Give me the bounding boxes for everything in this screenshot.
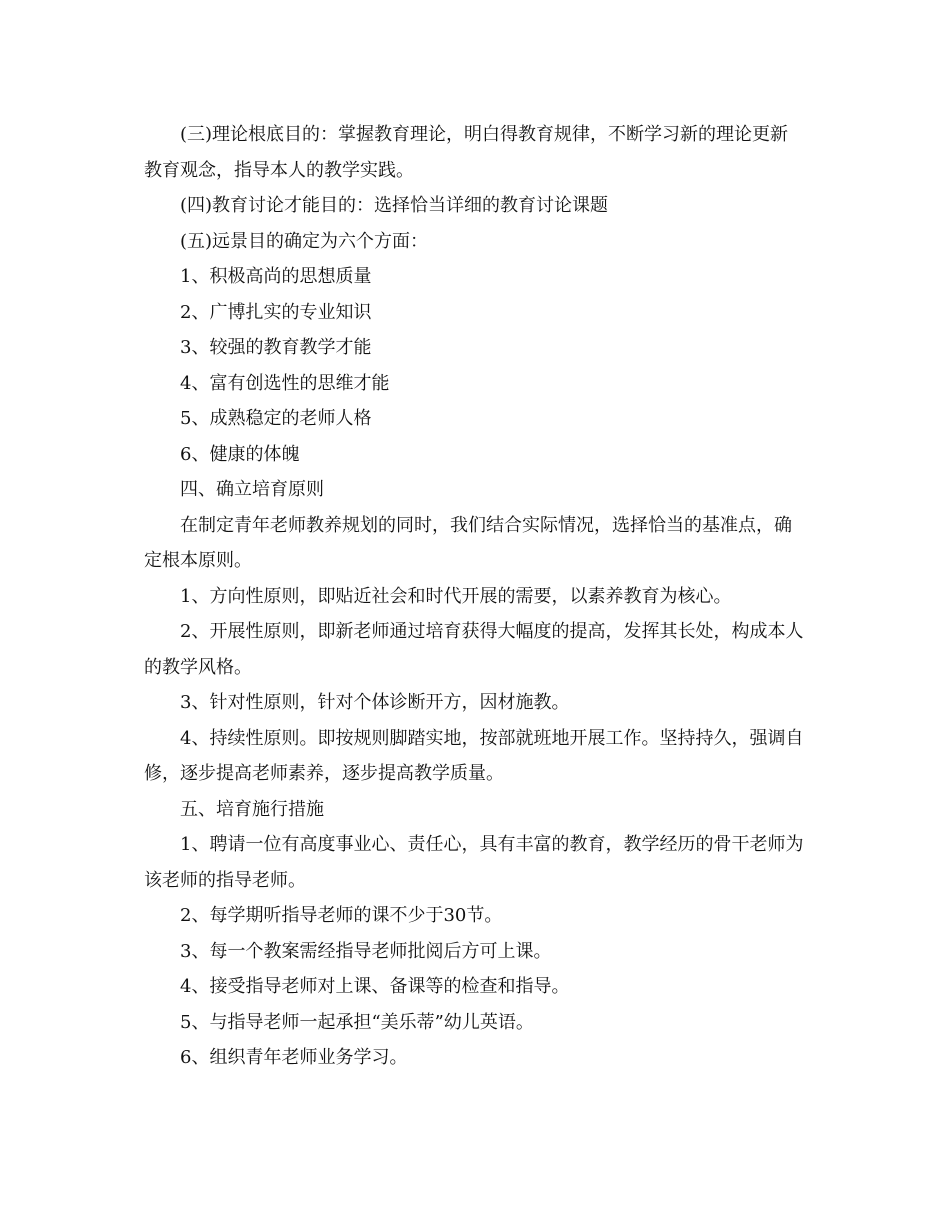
- list-item: 2、广博扎实的专业知识: [180, 301, 372, 323]
- list-item: 1、方向性原则，即贴近社会和时代开展的需要，以素养教育为核心。: [180, 585, 732, 607]
- section-heading-principles: 四、确立培育原则: [180, 479, 324, 500]
- paragraph-long-term-goal: (五)远景目的确定为六个方面：: [180, 230, 429, 252]
- list-item: 1、积极高尚的思想质量: [180, 266, 372, 287]
- document-body: [144, 117, 806, 1076]
- paragraph-research-goal: (四)教育讨论才能目的：选择恰当详细的教育讨论课题: [180, 195, 609, 216]
- list-item: 4、接受指导老师对上课、备课等的检查和指导。: [180, 976, 570, 997]
- list-item: 6、健康的体魄: [180, 443, 300, 465]
- list-item: 3、每一个教案需经指导老师批阅后方可上课。: [180, 940, 552, 962]
- list-item: 3、针对性原则，针对个体诊断开方，因材施教。: [180, 692, 570, 713]
- section-heading-measures: 五、培育施行措施: [180, 798, 324, 820]
- list-item: 1、聘请一位有高度事业心、责任心，具有丰富的教育，教学经历的骨干老师为该老师的指导老师。: [144, 834, 804, 891]
- list-item: 4、富有创选性的思维才能: [180, 372, 390, 394]
- list-item: 2、开展性原则，即新老师通过培育获得大幅度的提高，发挥其长处，构成本人的教学风格。: [144, 621, 804, 678]
- list-item: 6、组织青年老师业务学习。: [180, 1047, 408, 1068]
- paragraph-theory-goal: (三)理论根底目的：掌握教育理论，明白得教育规律，不断学习新的理论更新教育观念，指导本人的教学实践。: [144, 124, 789, 181]
- list-item: 3、较强的教育教学才能: [180, 337, 372, 358]
- list-item: 5、成熟稳定的老师人格: [180, 408, 372, 429]
- list-item: 5、与指导老师一起承担“美乐蒂”幼儿英语。: [180, 1011, 534, 1033]
- paragraph-principles-intro: 在制定青年老师教养规划的同时，我们结合实际情况，选择恰当的基准点，确定根本原则。: [144, 514, 792, 571]
- list-item: 2、每学期听指导老师的课不少于30节。: [180, 905, 503, 926]
- list-item: 4、持续性原则。即按规则脚踏实地，按部就班地开展工作。坚持持久，强调自修，逐步提高老师素养，逐步提高教学质量。: [144, 727, 804, 784]
